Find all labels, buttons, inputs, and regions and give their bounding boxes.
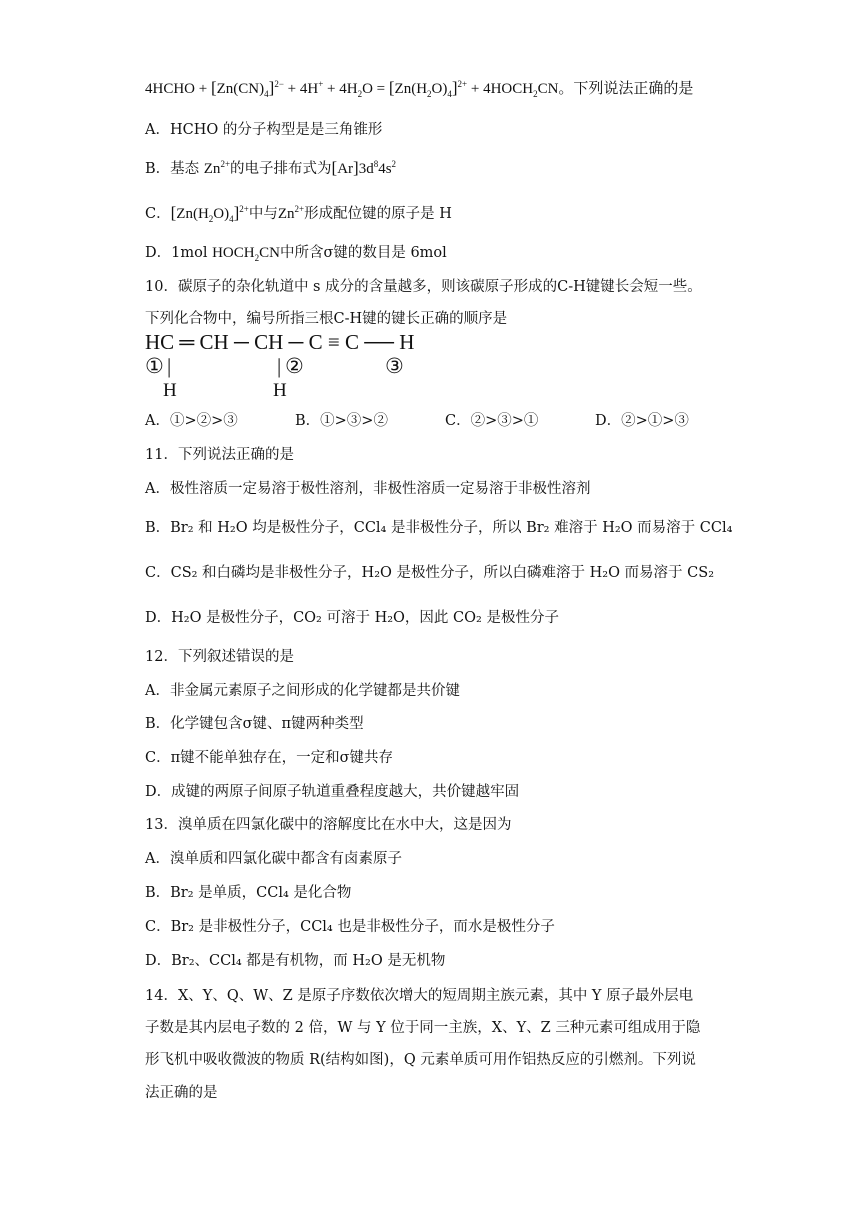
structure-label-2: ② xyxy=(285,354,304,378)
q12-stem: 12．下列叙述错误的是 xyxy=(145,649,294,665)
q12-option-a: A．非金属元素原子之间形成的化学键都是共价键 xyxy=(145,683,460,699)
q14-line-4: 法正确的是 xyxy=(145,1085,218,1101)
q13-option-a: A．溴单质和四氯化碳中都含有卤素原子 xyxy=(145,851,402,867)
q10-option-a: A．①>②>③ xyxy=(145,413,238,429)
q14-line-3: 形飞机中吸收微波的物质 R(结构如图)，Q 元素单质可用作铝热反应的引燃剂。下列说 xyxy=(145,1052,696,1068)
q11-option-b: B．Br₂ 和 H₂O 均是极性分子，CCl₄ 是非极性分子，所以 Br₂ 难溶于 H₂O 而易溶于 CCl₄ xyxy=(145,520,733,536)
q10-stem-line2: 下列化合物中，编号所指三根C-H键的键长正确的顺序是 xyxy=(145,311,508,327)
q11-option-d: D．H₂O 是极性分子，CO₂ 可溶于 H₂O，因此 CO₂ 是极性分子 xyxy=(145,610,559,626)
q9-option-b: B．基态 $Zn^{2+}$的电子排布式为$[Ar]3d^84s^2$ xyxy=(145,158,397,177)
q9-option-d: D．1mol $HOCH_2CN$中所含σ键的数目是 6mol xyxy=(145,245,447,263)
q14-line-1: 14．X、Y、Q、W、Z 是原子序数依次增大的短周期主族元素，其中 Y 原子最外层电 xyxy=(145,988,694,1004)
q10-structure: HC ═ CH ─ CH ─ C ≡ C ── H ① | H | ② H ③ xyxy=(145,330,415,401)
q10-stem-line1: 10．碳原子的杂化轨道中 s 成分的含量越多，则该碳原子形成的C-H键键长会短一些。 xyxy=(145,279,702,295)
q9-option-c: C．$[Zn(H_2O)_4]^{2+}$中与$Zn^{2+}$形成配位键的原子是 H xyxy=(145,203,452,224)
q10-options xyxy=(145,411,689,431)
q12-option-c: C．π键不能单独存在，一定和σ键共存 xyxy=(145,750,394,766)
q11-option-c: C．CS₂ 和白磷均是非极性分子，H₂O 是极性分子，所以白磷难溶于 H₂O 而易溶于 CS₂ xyxy=(145,565,715,581)
structure-label-3: ③ xyxy=(385,354,404,378)
q13-option-b: B．Br₂ 是单质，CCl₄ 是化合物 xyxy=(145,885,352,901)
q14-line-2: 子数是其内层电子数的 2 倍，W 与 Y 位于同一主族，X、Y、Z 三种元素可组成用于隐 xyxy=(145,1020,701,1036)
q13-option-c: C．Br₂ 是非极性分子，CCl₄ 也是非极性分子，而水是极性分子 xyxy=(145,919,555,935)
structure-h-2: H xyxy=(273,380,287,401)
q12-option-b: B．化学键包含σ键、π键两种类型 xyxy=(145,716,364,732)
q11-stem: 11．下列说法正确的是 xyxy=(145,447,294,463)
q9-option-a: A．HCHO 的分子构型是是三角锥形 xyxy=(145,122,383,138)
structure-h-1: H xyxy=(163,380,177,401)
q10-option-b: B．①>③>② xyxy=(295,413,388,429)
q9-equation: 4HCHO + $[Zn(CN)_4]^{2-} + 4H^+ + 4H_2O = [Zn(H_2O)_4]^{2+}$ + $4HOCH_2CN$。下列说法正确的是 xyxy=(145,78,694,99)
q10-option-d: D．②>①>③ xyxy=(595,413,689,429)
structure-main-chain: HC ═ CH ─ CH ─ C ≡ C ── H xyxy=(145,330,415,354)
q9-stem-tail: 。下列说法正确的是 xyxy=(558,81,694,97)
q13-stem: 13．溴单质在四氯化碳中的溶解度比在水中大，这是因为 xyxy=(145,817,512,833)
q12-option-d: D．成键的两原子间原子轨道重叠程度越大，共价键越牢固 xyxy=(145,784,520,800)
q13-option-d: D．Br₂、CCl₄ 都是有机物，而 H₂O 是无机物 xyxy=(145,953,446,969)
q11-option-a: A．极性溶质一定易溶于极性溶剂，非极性溶质一定易溶于非极性溶剂 xyxy=(145,481,591,497)
structure-label-1: ① xyxy=(145,354,164,378)
q10-option-c: C．②>③>① xyxy=(445,413,539,429)
